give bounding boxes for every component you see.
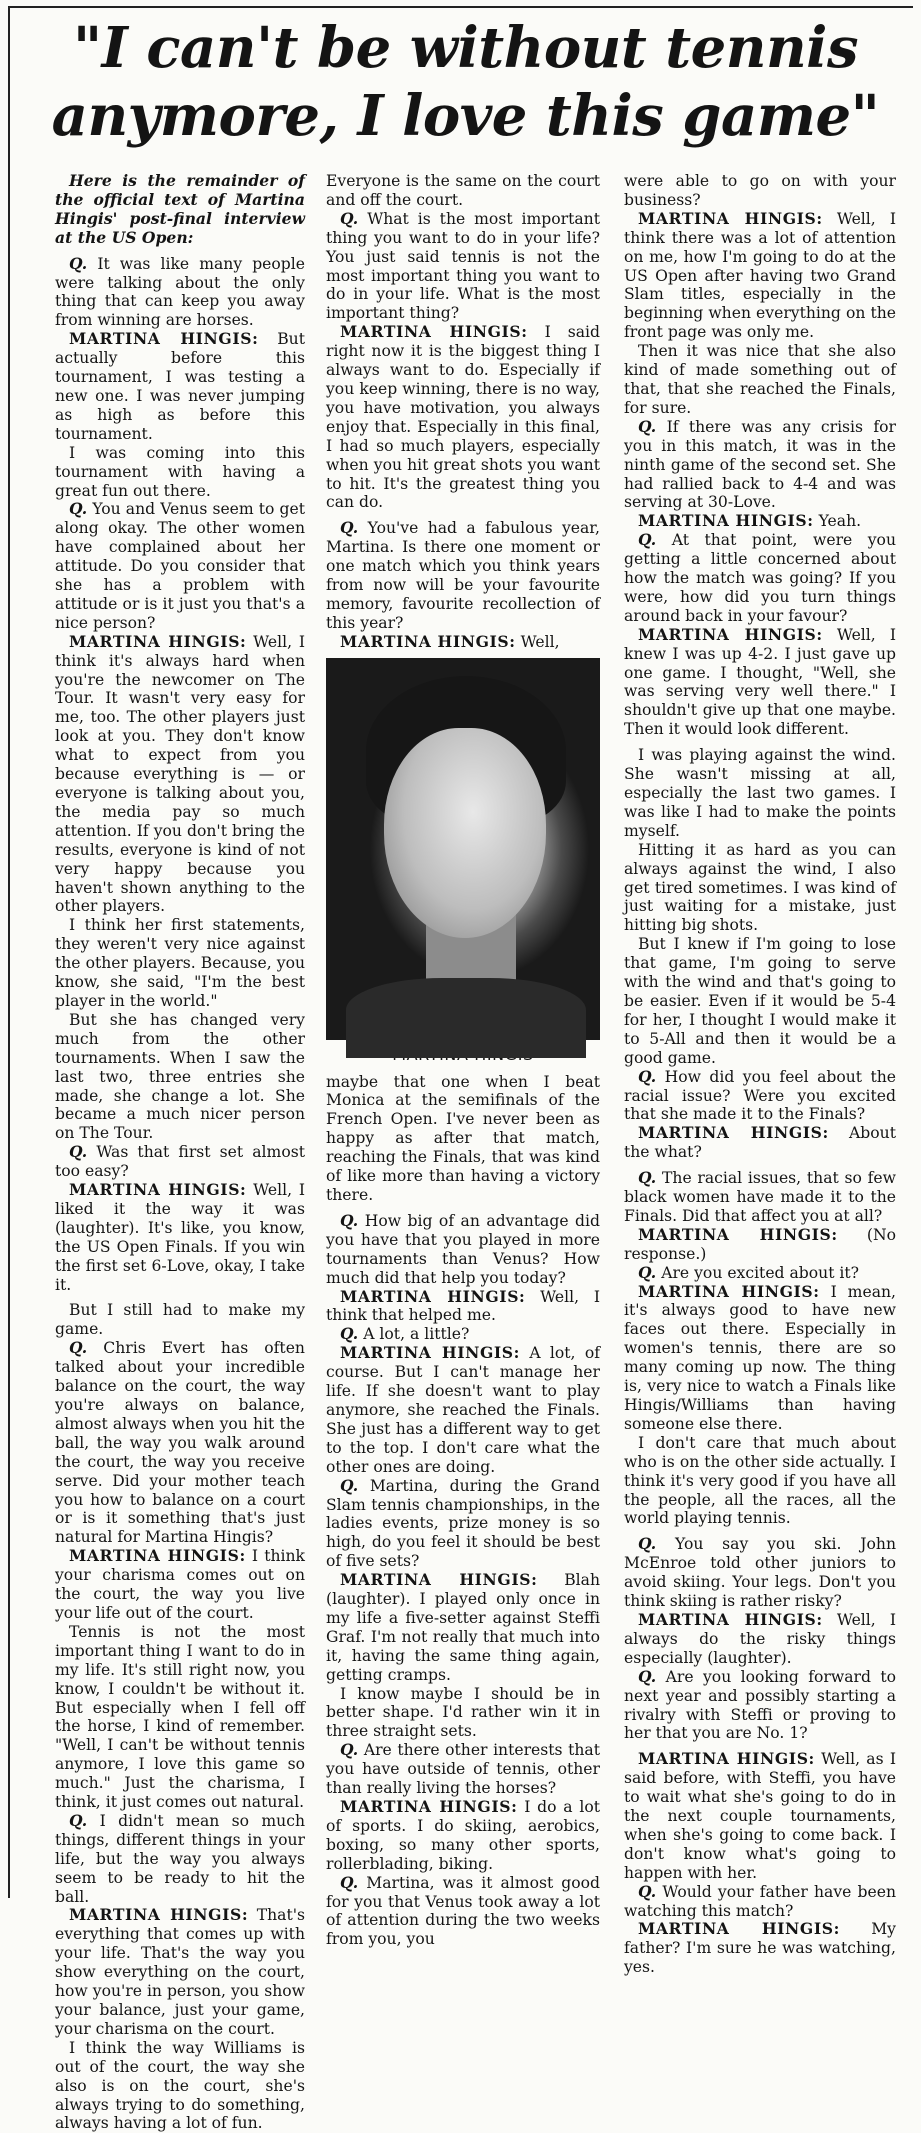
question-text: A lot, a little? [363,1325,470,1344]
paragraph: I don't care that much about who is on the other side actually. I think it's very good if you have all the people, all the races, all the world playing tennis. [624,1433,896,1528]
question [624,1668,896,1744]
answer [624,210,896,342]
speaker-label: MARTINA HINGIS: [69,1180,247,1200]
question [55,1143,305,1181]
speaker-label: MARTINA HINGIS: [340,322,528,342]
q-marker: Q. [69,1142,88,1162]
q-marker: Q. [69,1810,88,1830]
question [55,255,305,331]
speaker-label: MARTINA HINGIS: [69,329,259,349]
question-text: How did you feel about the racial issue? Were you excited that she made it to the Finals? [624,1067,896,1124]
question-text: The racial issues, that so few black women have made it to the Finals. Did that affect you at all? [624,1169,896,1225]
q-marker: Q. [638,1666,657,1686]
paragraph: I think the way Williams is out of the court, the way she also is on the court, she's always trying to do something, always having a lot of fun. [55,2038,305,2133]
paragraph: Everyone is the same on the court and off the court. [326,172,600,209]
paragraph: I think her first statements, they weren't very nice against the other players. Because, you know, she said, "I'm the best player in the world." [55,916,305,1010]
question [326,210,600,323]
question-text: If there was any crisis for you in this match, it was in the ninth game of the second set. She had rallied back to 4-4 and was serving at 30-Love. [624,417,896,512]
speaker-label: MARTINA HINGIS: [340,1343,520,1363]
question-text: You and Venus seem to get along okay. The other women have complained about her attitude. Do you consider that she has a problem with attitude or is it just you that's a nice person? [55,500,305,632]
question [55,1339,305,1547]
speaker-label: MARTINA HINGIS: [638,624,823,644]
q-marker: Q. [340,1740,359,1760]
answer-text: Well, as I said before, with Steffi, you have to wait what she's going to do in the next couple tournaments, when she's going to come back. I don't know what's going to happen with her. [624,1750,896,1882]
q-marker: Q. [638,1168,657,1188]
answer [55,330,305,443]
column-2 [326,172,600,1949]
speaker-label: MARTINA HINGIS: [638,511,814,531]
paragraph: were able to go on with your business? [624,172,896,209]
paragraph: But she has changed very much from the other tournaments. When I saw the last two, three entries she made, she change a lot. She became a much nicer person on The Tour. [55,1010,305,1143]
answer-text: About the what? [624,1124,896,1162]
question-text: What is the most important thing you want to do in your life? You just said tennis is not the most important thing you want to do in your life. What is the most important thing? [326,209,600,323]
answer-text: Well, I think there was a lot of attention on me, how I'm going to do at the US Open after having two Grand Slam titles, especially in the beginning when everything on the front page was only me. [624,209,896,342]
question [326,1325,600,1344]
q-marker: Q. [69,253,88,273]
answer [624,1920,896,1977]
speaker-label: MARTINA HINGIS: [638,1919,840,1939]
answer [326,1344,600,1476]
headline-line-1: "I can't be without tennis [73,15,858,81]
answer-text: (No response.) [624,1225,896,1263]
speaker-label: MARTINA HINGIS: [340,1797,518,1816]
portrait-photo [326,658,600,1040]
q-marker: Q. [340,1475,359,1495]
photo-collar [346,978,586,1058]
answer-text: A lot, of course. But I can't manage her life. If she doesn't want to play anymore, she reached the Finals. She just has a different way to get to the top. I don't care what the other ones are doing. [326,1344,600,1476]
question-text: Chris Evert has often talked about your incredible balance on the court, the way you're always on balance, almost always when you hit the ball, the way you walk around the court, the way you receive serve. Did your mother teach you how to balance on a court or is it something that's just natural for Martina Hingis? [55,1339,305,1547]
question [326,1874,600,1950]
question-text: I didn't mean so much things, different things in your life, but the way you always seem to be ready to hit the ball. [55,1811,305,1906]
answer [624,1611,896,1668]
q-marker: Q. [340,518,359,538]
answer-text: I mean, it's always good to have new faces out there. Especially in women's tennis, there are so many coming up now. The thing is, very nice to watch a Finals like Hingis/Williams than having someone else there. [624,1282,896,1433]
column-3 [624,172,896,1977]
speaker-label: MARTINA HINGIS: [638,208,823,228]
answer-text: I do a lot of sports. I do skiing, aerobics, boxing, so many other sports, rollerblading, biking. [326,1798,601,1873]
answer-text: Well, [520,632,560,651]
speaker-label: MARTINA HINGIS: [340,1570,538,1590]
answer [624,1283,896,1434]
question [624,1883,896,1921]
speaker-label: MARTINA HINGIS: [638,1281,820,1301]
question-text: Are you looking forward to next year and possibly starting a rivalry with Steffi or proving to her that you are No. 1? [624,1667,896,1743]
answer [624,512,896,531]
speaker-label: MARTINA HINGIS: [69,1905,249,1925]
question [326,1477,600,1572]
column-1 [55,172,305,2133]
paragraph: Hitting it as hard as you can always against the wind, I also get tired sometimes. I was kind of just waiting for a mistake, just hitting big shots. [624,840,896,935]
answer [55,1181,305,1294]
answer-text: Well, I think it's always hard when you're the newcomer on The Tour. It wasn't very easy for me, too. The other players just look at you. They don't know what to expect from you because everything is — or everyone is talking about you, the media pay so much attention. If you don't bring the results, everyone is kind of not very happy because you haven't shown anything to the other players. [55,632,305,916]
speaker-label: MARTINA HINGIS: [638,1609,823,1629]
question-text: How big of an advantage did you have that you played in more tournaments than Venus? How much did that help you today? [326,1211,600,1287]
answer [624,1750,896,1882]
answer [624,1226,896,1264]
answer-text: Well, I liked it the way it was (laughter). It's like, you know, the US Open Finals. If you win the first set 6-Love, okay, I take it. [55,1181,305,1294]
q-marker: Q. [69,1338,88,1358]
paragraph: I was coming into this tournament with having a great fun out there. [55,443,305,500]
q-marker: Q. [340,1210,359,1230]
answer [326,633,600,652]
question [624,418,896,513]
answer [55,633,305,917]
paragraph: maybe that one when I beat Monica at the semifinals of the French Open. I've never been as happy as after that match, reaching the Finals, that was kind of like more than having a victory there. [326,1072,600,1204]
photo-face [384,728,546,938]
answer-text: That's everything that comes up with your life. That's the way you show everything on the court, how you're in person, you show your balance, just your game, your charisma on the court. [55,1906,305,2038]
paragraph: But I still had to make my game. [55,1301,305,1339]
answer-text: Yeah. [818,512,862,531]
question [55,500,305,632]
answer [326,323,600,512]
intro-paragraph: Here is the remainder of the official text of Martina Hingis' post-final interview at the US Open: [55,171,305,247]
question-text: Would your father have been watching this match? [624,1882,896,1920]
paragraph: But I knew if I'm going to lose that game, I'm going to serve with the wind and that's going to be easier. Even if it would be 5-4 for her, I thought I would make it to 5-All and then it would be a good game. [624,935,896,1067]
answer-text: But actually before this tournament, I was testing a new one. I was never jumping as high as before this tournament. [55,330,305,443]
answer [624,1124,896,1162]
question [326,1741,600,1798]
headline-line-2: anymore, I love this game" [51,83,880,149]
question [326,519,600,632]
answer-text: My father? I'm sure he was watching, yes. [624,1920,896,1977]
question-text: Are you excited about it? [661,1263,860,1282]
answer [326,1798,600,1874]
answer [55,1547,305,1623]
speaker-label: MARTINA HINGIS: [69,1546,246,1566]
answer [624,626,896,739]
answer [326,1288,600,1326]
q-marker: Q. [638,1262,657,1282]
speaker-label: MARTINA HINGIS: [340,1286,526,1306]
answer [55,1906,305,2038]
question-text: At that point, were you getting a little concerned about how the match was going? If you were, how did you turn things around back in your favour? [624,531,896,625]
left-rule [8,6,10,1898]
paragraph: Tennis is not the most important thing I want to do in my life. It's still right now, you know, I couldn't be without it. But especially when I fell off the horse, I kind of remember. "Well, I can't be without tennis anymore, I love this game so much." Just the charisma, I think, it just comes out natural. [55,1622,305,1812]
q-marker: Q. [340,1872,359,1892]
question-text: Are there other interests that you have outside of tennis, other than really living the horses? [326,1741,600,1798]
q-marker: Q. [638,1534,657,1554]
question-text: It was like many people were talking about the only thing that can keep you away from winning are horses. [55,254,305,330]
question [624,531,896,626]
question-text: You've had a fabulous year, Martina. Is there one moment or one match which you think years from now will be your favourite memory, favourite recollection of this year? [326,519,601,632]
question-text: Martina, during the Grand Slam tennis championships, in the ladies events, prize money is so high, do you feel it should be best of five sets? [326,1476,600,1571]
answer-text: I think your charisma comes out on the court, the way you live your life out of the court. [55,1547,305,1622]
question [624,1169,896,1226]
question [624,1068,896,1125]
speaker-label: MARTINA HINGIS: [69,631,247,651]
q-marker: Q. [638,530,657,550]
question-text: Was that first set almost too easy? [55,1143,305,1181]
q-marker: Q. [69,499,88,519]
question-text: You say you ski. John McEnroe told other juniors to avoid skiing. Your legs. Don't you think skiing is rather risky? [624,1535,896,1611]
answer-text: Well, I think that helped me. [326,1287,600,1325]
q-marker: Q. [638,1881,657,1901]
answer-text: Well, I knew I was up 4-2. I just gave up one game. I thought, "Well, she was serving very well there." I shouldn't give up that one maybe. Then it would look different. [624,625,896,739]
paragraph: Then it was nice that she also kind of made something out of that, that she reached the Finals, for sure. [624,342,896,417]
speaker-label: MARTINA HINGIS: [638,1749,815,1769]
speaker-label: MARTINA HINGIS: [638,1123,829,1143]
q-marker: Q. [340,1324,359,1344]
question [624,1264,896,1283]
q-marker: Q. [340,208,359,228]
question [624,1535,896,1611]
answer-text: I said right now it is the biggest thing I always want to do. Especially if you keep winning, there is no way, you have motivation, you always enjoy that. Especially in this final, I had so much players, especially when you hit great shots you want to hit. It's the greatest thing you can do. [326,323,600,512]
q-marker: Q. [638,416,657,436]
question [55,1812,305,1907]
answer-text: Blah (laughter). I played only once in my life a five-setter against Steffi Graf. I'm not really that much into it, having the same thing again, getting cramps. [326,1571,600,1684]
question [326,1212,600,1288]
speaker-label: MARTINA HINGIS: [340,631,516,651]
answer [326,1571,600,1684]
q-marker: Q. [638,1066,657,1086]
speaker-label: MARTINA HINGIS: [638,1224,838,1244]
headline [18,14,913,150]
top-rule [8,6,913,8]
answer-text: Well, I always do the risky things especially (laughter). [624,1610,896,1667]
paragraph: I was playing against the wind. She wasn't missing at all, especially the last two games. I was like I had to make the points myself. [624,746,896,840]
question-text: Martina, was it almost good for you that Venus took away a lot of attention during the two weeks from you, you [326,1873,600,1949]
paragraph: I know maybe I should be in better shape. I'd rather win it in three straight sets. [326,1684,600,1741]
